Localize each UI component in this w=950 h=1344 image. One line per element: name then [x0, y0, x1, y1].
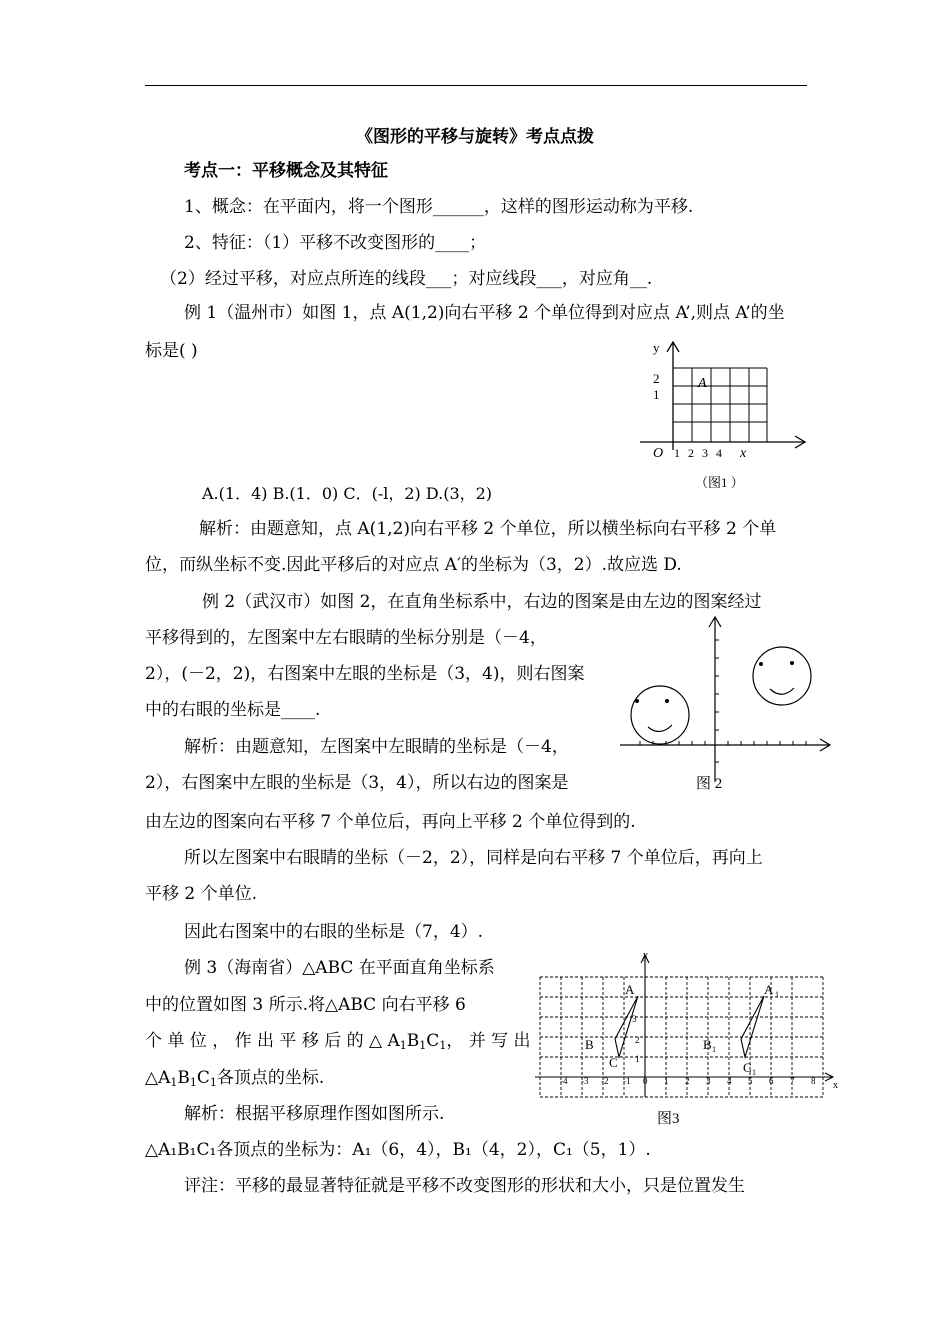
example2-analysis-3: 由左边的图案向右平移 7 个单位后，再向上平移 2 个单位得到的.: [145, 812, 636, 832]
fig1-y-label: y: [653, 340, 660, 355]
example2-analysis-2: 2），右图案中左眼的坐标是（3，4），所以右边的图案是: [145, 773, 569, 793]
fig3-label-B1: B: [703, 1037, 712, 1052]
feature-line-2: （2）经过平移，对应点所连的线段___；对应线段___，对应角__.: [160, 269, 653, 289]
example2-line-1: 例 2（武汉市）如图 2，在直角坐标系中，右边的图案是由左边的图案经过: [202, 592, 762, 612]
fig3-x-tick-6: 6: [769, 1076, 774, 1086]
fig3-x-tick-0: 0: [643, 1076, 648, 1086]
page-title: 《图形的平移与旋转》考点点拨: [356, 127, 594, 147]
example3-comment: 评注：平移的最显著特征就是平移不改变图形的形状和大小，只是位置发生: [184, 1176, 745, 1196]
example2-line-2: 平移得到的，左图案中左右眼睛的坐标分别是（－4，: [145, 628, 547, 648]
example3-line-4: $\triangle A_1B_1C_1$各顶点的坐标.: [145, 1068, 325, 1089]
fig3-x-tick-m4: -4: [560, 1076, 568, 1086]
fig1-point-label: A: [698, 376, 707, 391]
example1-analysis-1: 解析：由题意知，点 A(1,2)向右平移 2 个单位，所以横坐标向右平移 2 个单: [199, 519, 777, 539]
example1-analysis-2: 位，而纵坐标不变.因此平移后的对应点 A′的坐标为（3，2）.故应选 D.: [145, 555, 682, 575]
example1-line-1: 例 1（温州市）如图 1，点 A(1,2)向右平移 2 个单位得到对应点 A’,则点 A’的坐: [184, 303, 785, 323]
example1-line-2: 标是( ): [145, 341, 198, 361]
fig3-label-B: B: [585, 1037, 594, 1052]
example3-line-2: 中的位置如图 3 所示.将△ABC 向右平移 6: [145, 995, 466, 1015]
section-heading: 考点一：平移概念及其特征: [184, 161, 388, 181]
example2-line-4: 中的右眼的坐标是____.: [145, 700, 321, 720]
figure-1-grid: [640, 338, 815, 498]
fig3-x-tick-7: 7: [790, 1076, 795, 1086]
header-rule: [145, 85, 807, 86]
fig3-y-tick-1: 1: [635, 1054, 640, 1064]
example2-answer: 因此右图案中的右眼的坐标是（7，4）.: [184, 922, 484, 942]
fig1-y-tick-2: 2: [653, 371, 660, 386]
example2-analysis-4: 所以左图案中右眼睛的坐标（－2，2），同样是向右平移 7 个单位后，再向上: [184, 848, 763, 868]
fig3-label-A: A: [625, 982, 635, 997]
fig2-caption: 图 2: [696, 776, 723, 792]
example1-options: A.(1．4) B.(1．0) C．(-l，2) D.(3，2): [202, 484, 493, 503]
fig3-label-C: C: [609, 1055, 618, 1070]
feature-line-1: 2、特征：（1）平移不改变图形的____；: [184, 233, 487, 253]
fig1-caption: （图1 ）: [695, 475, 744, 490]
fig1-x-tick-1: 1: [674, 446, 680, 460]
fig3-x-tick-8: 8: [811, 1076, 816, 1086]
fig1-x-tick-4: 4: [716, 446, 722, 460]
example3-result: △A₁B₁C₁各顶点的坐标为：A₁（6，4），B₁（4，2），C₁（5，1）.: [145, 1140, 651, 1160]
fig3-x-tick-1: 1: [664, 1076, 669, 1086]
fig3-label-A1-sub: 1: [775, 990, 779, 999]
fig1-y-tick-1: 1: [653, 387, 660, 402]
example2-analysis-5: 平移 2 个单位.: [145, 884, 258, 904]
fig3-x-tick-m3: -3: [581, 1076, 589, 1086]
fig1-origin-label: O: [653, 446, 664, 461]
fig3-x-label: x: [833, 1080, 838, 1091]
fig3-y-label: y: [643, 950, 648, 961]
fig3-y-tick-2: 2: [635, 1035, 640, 1045]
fig3-x-tick-5: 5: [748, 1076, 753, 1086]
example2-analysis-1: 解析：由题意知，左图案中左眼睛的坐标是（－4，: [184, 737, 569, 757]
fig3-x-tick-m2: -2: [601, 1076, 609, 1086]
fig3-label-A1: A: [764, 982, 774, 997]
fig3-x-tick-2: 2: [685, 1076, 690, 1086]
fig1-x-label: x: [740, 446, 747, 461]
fig3-x-tick-3: 3: [706, 1076, 711, 1086]
figure-2-faces: [620, 612, 835, 797]
fig3-caption: 图3: [657, 1111, 680, 1127]
example2-line-3: 2），(－2，2)，右图案中左眼的坐标是（3，4)，则右图案: [145, 664, 585, 684]
fig1-x-tick-3: 3: [702, 446, 708, 460]
concept-text: 1、概念：在平面内，将一个图形______，这样的图形运动称为平移.: [184, 197, 694, 217]
fig3-label-B1-sub: 1: [712, 1045, 716, 1054]
fig3-x-tick-4: 4: [727, 1076, 732, 1086]
example3-line-1: 例 3（海南省）△ABC 在平面直角坐标系: [184, 958, 495, 978]
fig1-x-tick-2: 2: [688, 446, 694, 460]
figure-3-grid: [535, 950, 845, 1135]
example3-line-3: 个 单 位 ， 作 出 平 移 后 的 △ $A_1B_1C_1$， 并 写 出: [145, 1031, 531, 1052]
fig3-y-tick-3: 3: [632, 1014, 637, 1024]
fig3-label-C1-sub: 1: [752, 1068, 756, 1077]
fig3-x-tick-m1: -1: [623, 1076, 631, 1086]
fig3-label-C1: C: [743, 1060, 752, 1075]
example3-analysis: 解析：根据平移原理作图如图所示.: [184, 1104, 445, 1124]
